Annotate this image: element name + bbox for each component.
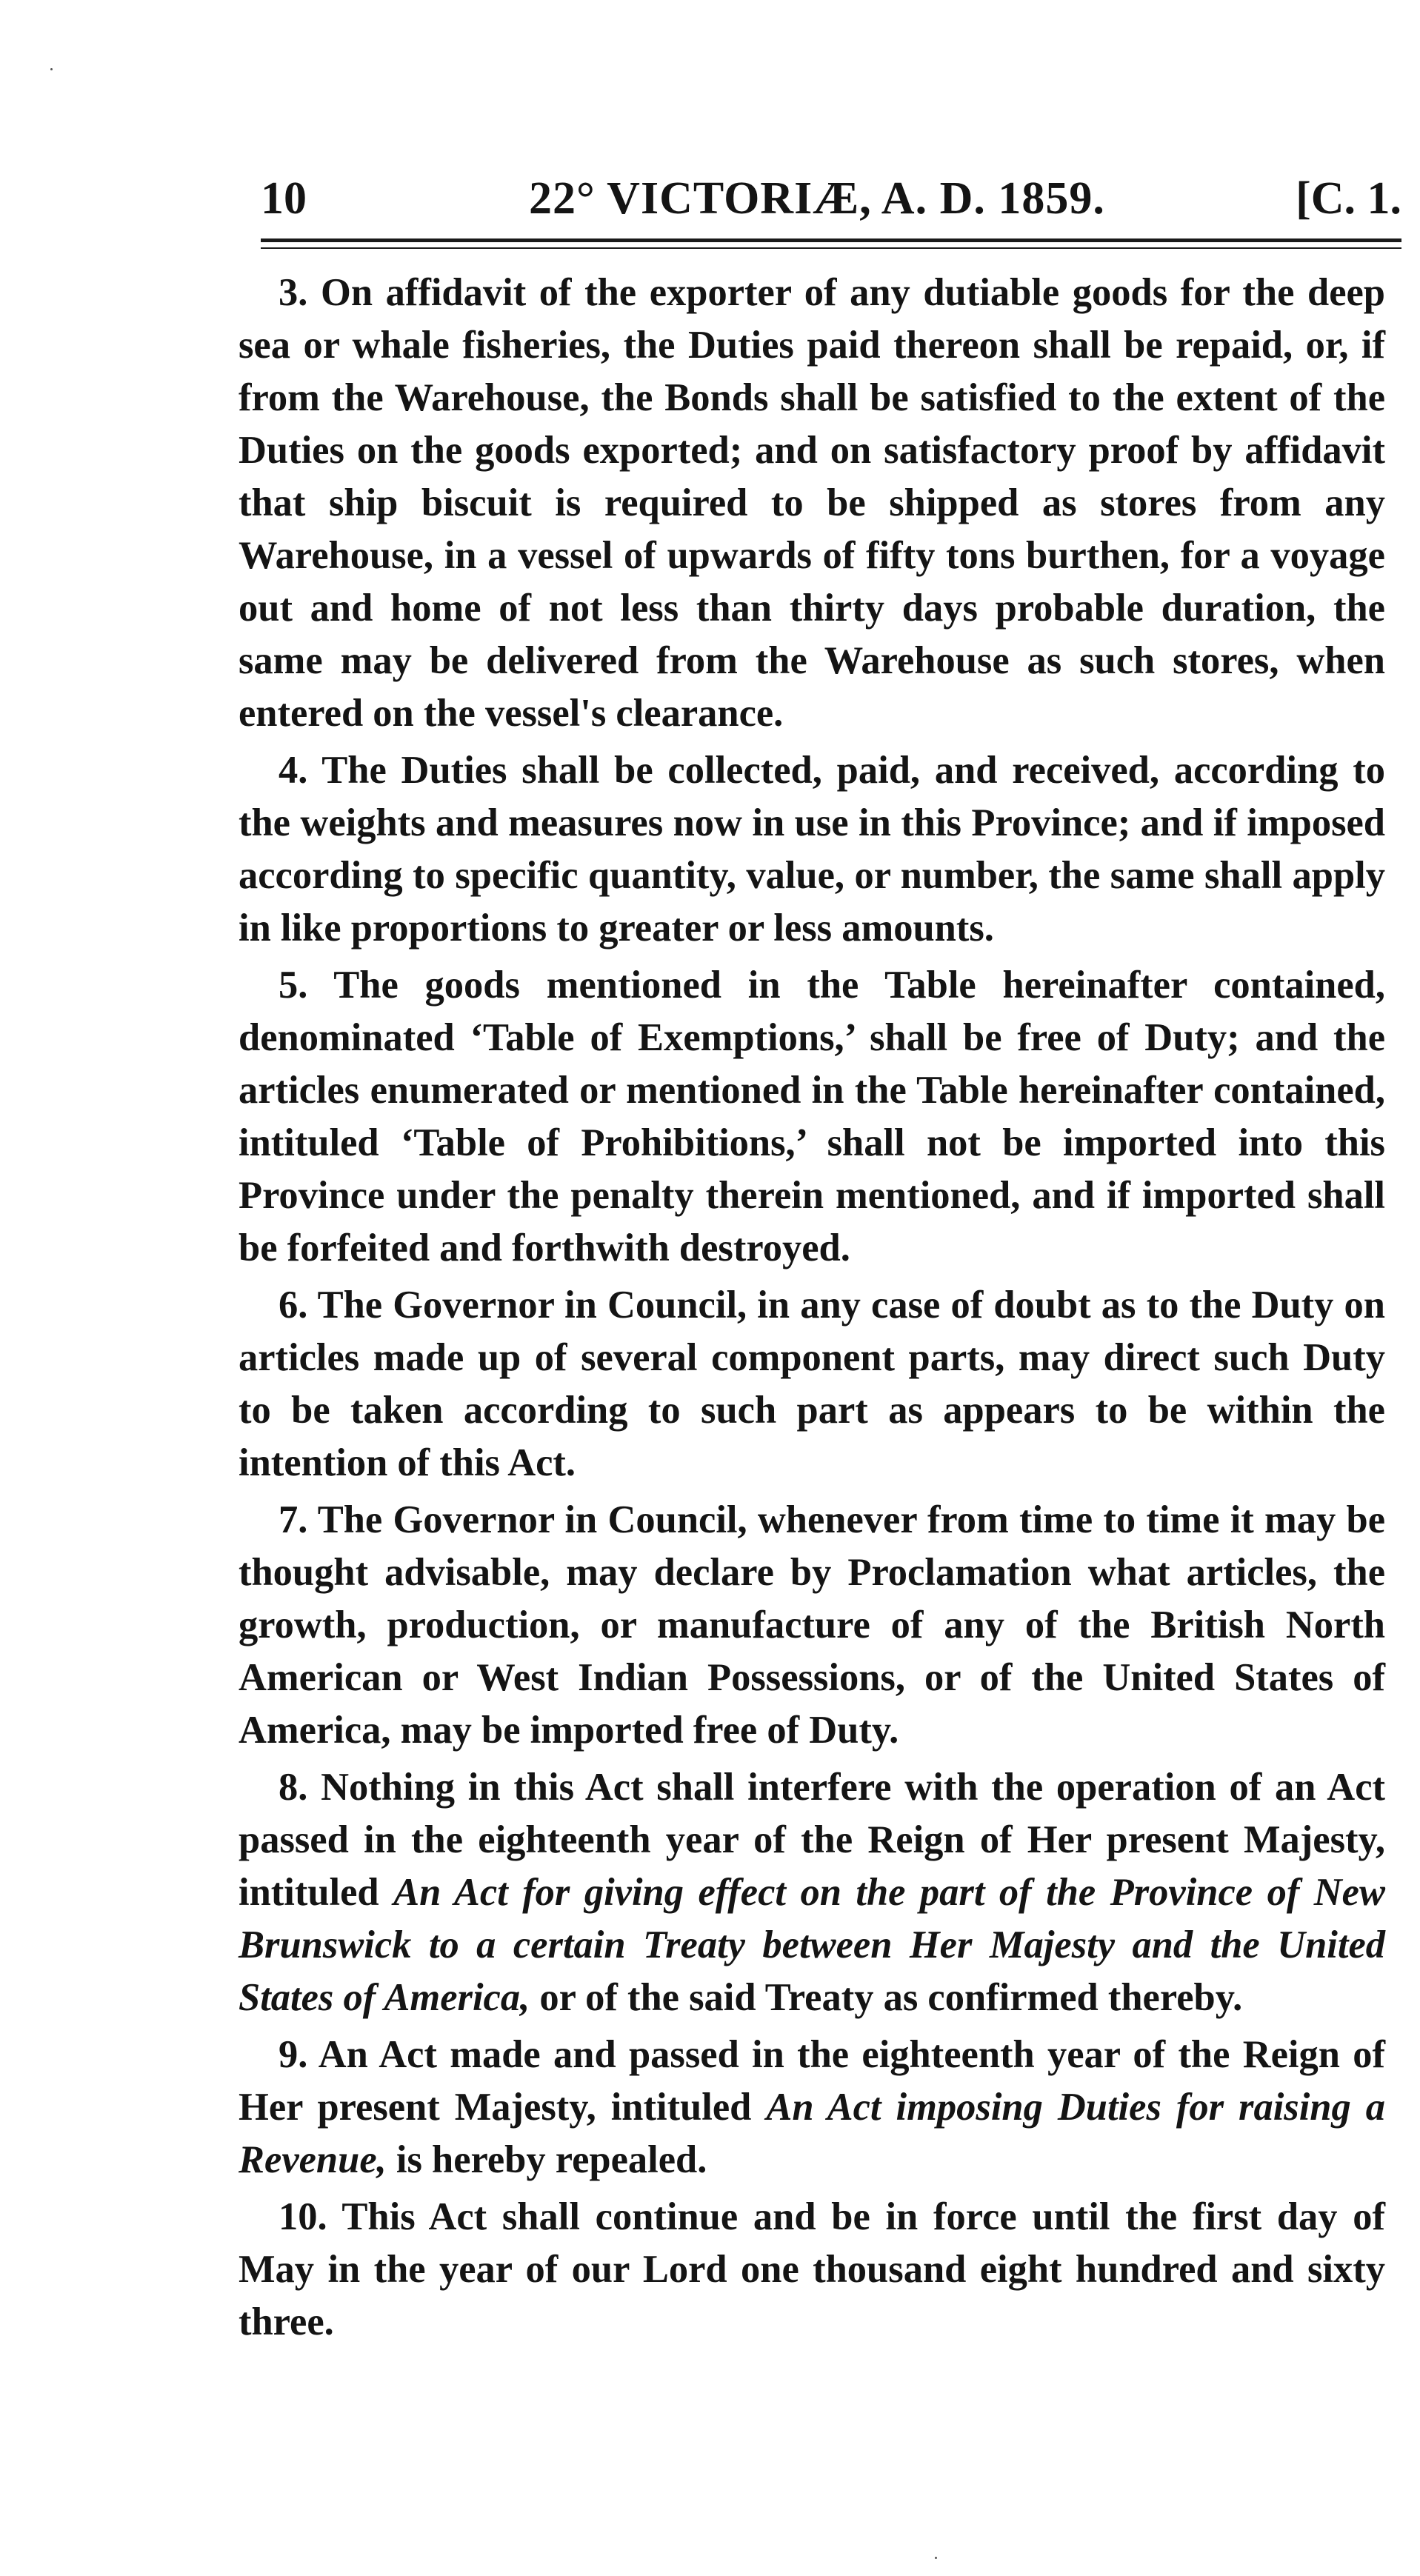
- header-rule-thin: [261, 247, 1401, 249]
- section-number: 7.: [279, 1498, 308, 1541]
- section-text: An Act made and passed in the eighteenth year of the Reign of Her present Majesty, intituled: [239, 2033, 1385, 2129]
- section-text: The Governor in Council, whenever from time to time it may be thought advisable, may declare by Proclamation what articles, the growth, production, or manufacture of any of the British North American or West Indian Possessions, or of the United States of America, may be imported free of Duty.: [239, 1498, 1385, 1752]
- section-paragraph: [239, 744, 1385, 955]
- running-header: [261, 169, 1401, 228]
- section-number: 8.: [279, 1766, 308, 1809]
- scan-speck: [935, 2557, 937, 2559]
- section-text: is hereby repealed.: [386, 2138, 707, 2181]
- scan-speck: [50, 68, 53, 70]
- page-number: 10: [261, 173, 307, 224]
- section-paragraph: [239, 2029, 1385, 2186]
- section-number: 9.: [279, 2033, 308, 2076]
- section-paragraph: [239, 959, 1385, 1275]
- section-number: 6.: [279, 1284, 308, 1327]
- section-text: The Duties shall be collected, paid, and received, according to the weights and measures now in use in this Province; and if imposed according to specific quantity, value, or number, the same shall apply in like proportions to greater or less amounts.: [239, 749, 1385, 950]
- section-number: 10.: [279, 2195, 327, 2238]
- act-title: An Act imposing Duties for raising a Revenue,: [239, 2086, 1385, 2181]
- section-text: The Governor in Council, in any case of doubt as to the Duty on articles made up of several component parts, may direct such Duty to be taken according to such part as appears to be within the intention of this Act.: [239, 1284, 1385, 1484]
- chapter-marker: [C. 1.: [1296, 173, 1401, 224]
- header-rule-thick: [261, 238, 1401, 242]
- document-body: [239, 267, 1385, 2353]
- section-paragraph: [239, 2191, 1385, 2349]
- section-text: On affidavit of the exporter of any dutiable goods for the deep sea or whale fisheries, the Duties paid thereon shall be repaid, or, if from the Warehouse, the Bonds shall be satisfied to the extent of the Duties on the goods exported; and on satisfactory proof by affidavit that ship biscuit is required to be shipped as stores from any Warehouse, in a vessel of upwards of fifty tons burthen, for a voyage out and home of not less than thirty days probable duration, the same may be delivered from the Warehouse as such stores, when entered on the vessel's clearance.: [239, 271, 1385, 735]
- section-number: 3.: [279, 271, 308, 314]
- section-paragraph: [239, 1761, 1385, 2024]
- section-paragraph: [239, 267, 1385, 740]
- section-paragraph: [239, 1279, 1385, 1489]
- act-title: An Act for giving effect on the part of the Province of New Brunswick to a certain Treaty between Her Majesty and the United States of America,: [239, 1871, 1385, 2019]
- section-text: This Act shall continue and be in force until the first day of May in the year of our Lord one thousand eight hundred and sixty three.: [239, 2195, 1385, 2343]
- header-title: 22° VICTORIÆ, A. D. 1859.: [529, 173, 1105, 224]
- section-number: 5.: [279, 964, 308, 1007]
- section-paragraph: [239, 1494, 1385, 1757]
- section-number: 4.: [279, 749, 308, 792]
- section-text: Nothing in this Act shall interfere with the operation of an Act passed in the eighteenth year of the Reign of Her present Majesty, intituled: [239, 1766, 1385, 1914]
- section-text: The goods mentioned in the Table hereinafter contained, denominated ‘Table of Exemptions,’ shall be free of Duty; and the articles enumerated or mentioned in the Table hereinafter contained, intituled ‘Table of Prohibitions,’ shall not be imported into this Province under the penalty therein mentioned, and if imported shall be forfeited and forthwith destroyed.: [239, 964, 1386, 1269]
- section-text: or of the said Treaty as confirmed thereby.: [530, 1976, 1243, 2019]
